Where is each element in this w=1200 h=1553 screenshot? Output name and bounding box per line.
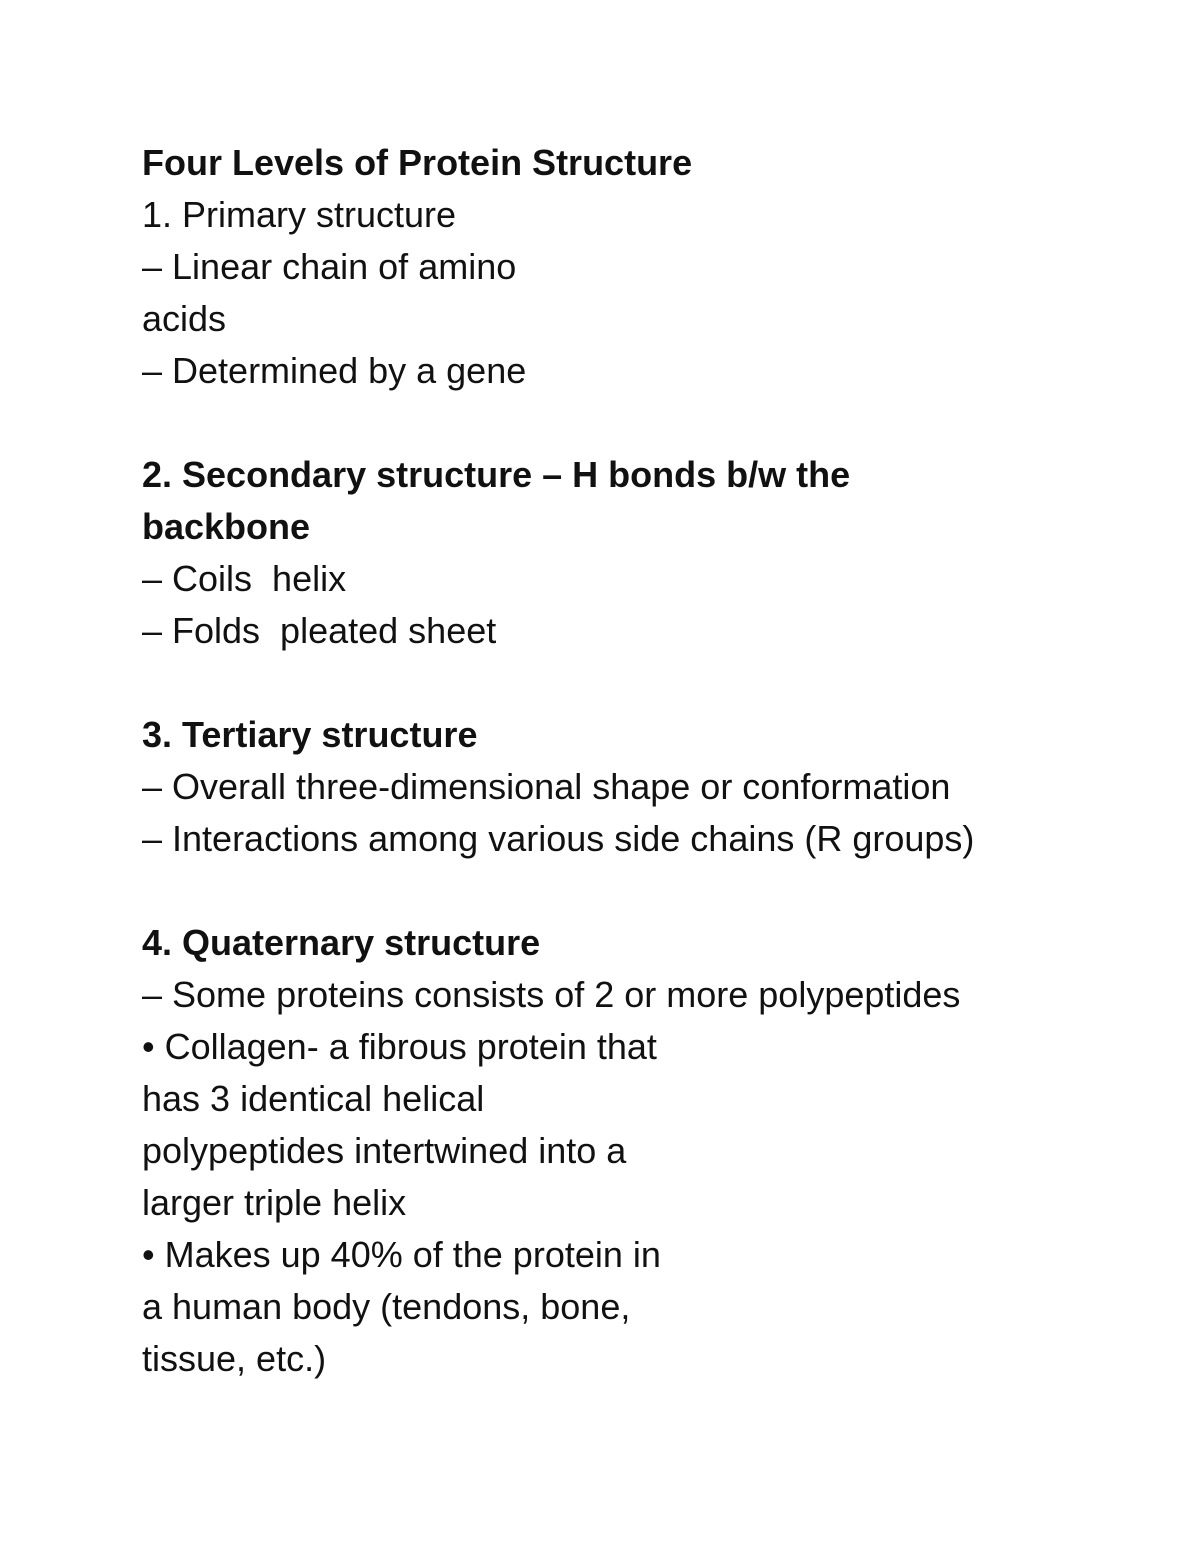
section-primary-heading: 1. Primary structure — [142, 194, 457, 235]
section-quaternary-line: larger triple helix — [142, 1182, 407, 1223]
section-tertiary-line: – Interactions among various side chains (R groups) — [142, 818, 975, 859]
section-quaternary-line: • Makes up 40% of the protein in — [142, 1234, 661, 1275]
section-primary-line: – Linear chain of amino — [142, 246, 517, 287]
section-quaternary-line: – Some proteins consists of 2 or more polypeptides — [142, 974, 961, 1015]
section-secondary-line: – Coils helix — [142, 558, 347, 599]
section-secondary-heading-continued: backbone — [142, 506, 311, 547]
document-page — [142, 137, 1142, 1385]
section-secondary-line: – Folds pleated sheet — [142, 610, 497, 651]
section-secondary-heading: 2. Secondary structure – H bonds b/w the — [142, 454, 851, 495]
spacer — [142, 657, 1142, 709]
section-tertiary-heading: 3. Tertiary structure — [142, 714, 478, 755]
section-quaternary-heading: 4. Quaternary structure — [142, 922, 541, 963]
section-quaternary-line: a human body (tendons, bone, — [142, 1286, 631, 1327]
section-quaternary-line: has 3 identical helical — [142, 1078, 485, 1119]
section-quaternary-line: • Collagen- a fibrous protein that — [142, 1026, 657, 1067]
section-tertiary-line: – Overall three-dimensional shape or conformation — [142, 766, 951, 807]
section-primary-line: acids — [142, 298, 227, 339]
spacer — [142, 865, 1142, 917]
section-primary-line: – Determined by a gene — [142, 350, 527, 391]
section-quaternary-line: tissue, etc.) — [142, 1338, 327, 1379]
spacer — [142, 397, 1142, 449]
document-title: Four Levels of Protein Structure — [142, 142, 693, 183]
section-quaternary-line: polypeptides intertwined into a — [142, 1130, 627, 1171]
